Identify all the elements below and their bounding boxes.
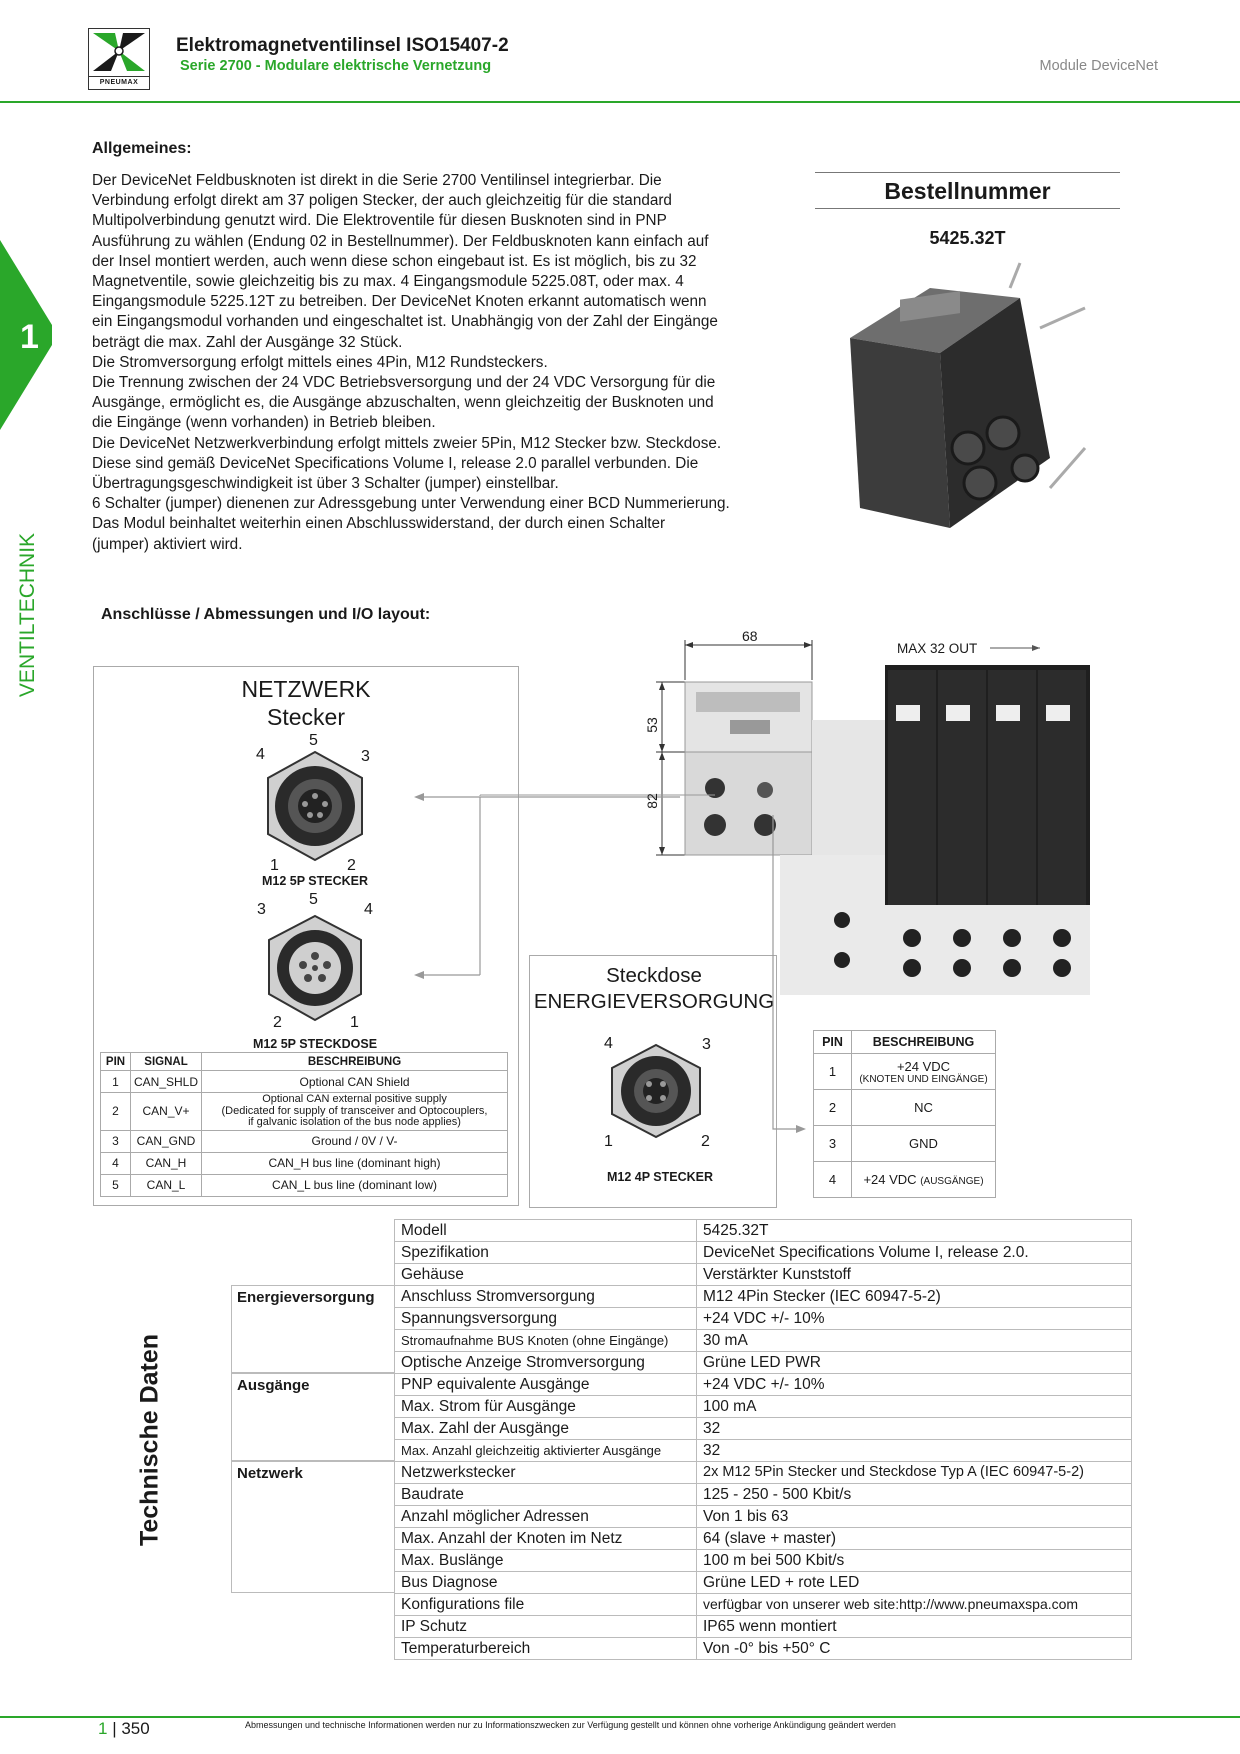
description-cell: GND — [852, 1126, 996, 1162]
value-cell: +24 VDC +/- 10% — [697, 1308, 1132, 1330]
signal-cell: CAN_SHLD — [131, 1071, 202, 1093]
pin-cell: 4 — [814, 1162, 852, 1198]
table-header: SIGNAL — [131, 1053, 202, 1071]
max-outputs-label: MAX 32 OUT — [897, 641, 978, 656]
table-row — [814, 1054, 996, 1090]
header-rule — [0, 101, 1240, 103]
description-line: if galvanic isolation of the bus node applies) — [248, 1116, 461, 1128]
pneumax-logo — [88, 28, 150, 90]
description-cell — [852, 1054, 996, 1090]
property-cell: Spezifikation — [395, 1242, 697, 1264]
plug-pin-2: 2 — [347, 857, 356, 874]
value-cell: 100 m bei 500 Kbit/s — [697, 1550, 1132, 1572]
property-cell: Max. Anzahl der Knoten im Netz — [395, 1528, 697, 1550]
table-row — [395, 1638, 1132, 1660]
pin-cell: 1 — [814, 1054, 852, 1090]
table-row — [395, 1264, 1132, 1286]
pin-cell: 2 — [101, 1093, 131, 1131]
table-header-row — [814, 1031, 996, 1054]
table-row — [395, 1220, 1132, 1242]
energy-pin-1: 1 — [604, 1133, 613, 1150]
property-cell: Konfigurations file — [395, 1594, 697, 1616]
intro-line: Das Modul beinhaltet weiterhin einen Abschlusswiderstand, der durch einen Schalter — [92, 515, 666, 533]
description-note: (KNOTEN UND EINGÄNGE) — [859, 1073, 988, 1085]
dimension-lower: 82 — [643, 793, 660, 809]
description-cell: Ground / 0V / V- — [202, 1130, 508, 1152]
property-cell: Bus Diagnose — [395, 1572, 697, 1594]
table-row — [395, 1572, 1132, 1594]
table-row — [395, 1418, 1132, 1440]
network-title: NETZWERK — [241, 676, 371, 702]
plug-pin-3: 3 — [361, 748, 370, 765]
socket-pin-1: 1 — [350, 1014, 359, 1031]
value-cell: Von -0° bis +50° C — [697, 1638, 1132, 1660]
value-cell: Grüne LED + rote LED — [697, 1572, 1132, 1594]
table-row — [395, 1396, 1132, 1418]
table-row — [395, 1440, 1132, 1462]
intro-line: Der DeviceNet Feldbusknoten ist direkt in die Serie 2700 Ventilinsel integrierbar. Die — [92, 172, 662, 189]
socket-pin-2: 2 — [273, 1014, 282, 1031]
value-cell: DeviceNet Specifications Volume I, release 2.0. — [697, 1242, 1132, 1264]
order-heading: Bestellnummer — [815, 172, 1120, 209]
value-cell: Von 1 bis 63 — [697, 1506, 1132, 1528]
table-row — [395, 1286, 1132, 1308]
pin-cell: 3 — [101, 1130, 131, 1152]
intro-line: die Eingänge (wenn vorhanden) in Betrieb bleiben. — [92, 414, 436, 432]
tech-data-table — [394, 1219, 1132, 1660]
table-row — [395, 1616, 1132, 1638]
intro-line: der Insel montiert werden, auch wenn diese schon eingebaut ist. Es ist möglich, bis zu 32 — [92, 252, 697, 270]
dimension-width: 68 — [742, 628, 758, 644]
pin-cell: 2 — [814, 1090, 852, 1126]
property-cell: Optische Anzeige Stromversorgung — [395, 1352, 697, 1374]
property-cell: Spannungsversorgung — [395, 1308, 697, 1330]
table-row — [395, 1462, 1132, 1484]
connection-arrows — [400, 780, 810, 1140]
page-number — [98, 1719, 150, 1739]
m12-5p-socket-drawing — [255, 912, 375, 1024]
table-row — [395, 1242, 1132, 1264]
description-line: (Dedicated for supply of transceiver and Optocouplers, — [221, 1104, 488, 1117]
document-title: Elektromagnetventilinsel ISO15407-2 — [176, 35, 509, 56]
description-note: (AUSGÄNGE) — [920, 1176, 984, 1187]
socket-label: M12 5P STECKDOSE — [252, 1037, 378, 1051]
plug-label: M12 5P STECKER — [261, 874, 369, 888]
intro-line: beträgt die max. Zahl der Ausgänge 32 Stück. — [92, 333, 403, 351]
intro-heading: Allgemeines: — [92, 140, 192, 157]
intro-line: Diese sind gemäß DeviceNet Specifications Volume I, release 2.0 parallel verbunden. Die — [92, 454, 699, 472]
footer-chapter: 1 — [98, 1719, 108, 1738]
property-cell: Temperaturbereich — [395, 1638, 697, 1660]
energy-pin-2: 2 — [701, 1133, 710, 1150]
value-cell: 100 mA — [697, 1396, 1132, 1418]
energy-subtitle: ENERGIEVERSORGUNG — [533, 990, 775, 1013]
value-cell: 2x M12 5Pin Stecker und Steckdose Typ A (IEC 60947-5-2) — [697, 1462, 1132, 1484]
signal-cell: CAN_H — [131, 1152, 202, 1174]
dimension-upper: 53 — [643, 717, 660, 733]
table-header: PIN — [101, 1053, 131, 1071]
property-cell: Max. Buslänge — [395, 1550, 697, 1572]
footer-rule — [0, 1716, 1240, 1718]
value-cell: Grüne LED PWR — [697, 1352, 1132, 1374]
intro-line: Übertragungsgeschwindigkeit ist über 3 Schalter (jumper) einstellbar. — [92, 475, 559, 493]
energy-pin-3: 3 — [702, 1036, 711, 1053]
table-header: BESCHREIBUNG — [852, 1031, 996, 1054]
table-row — [395, 1550, 1132, 1572]
order-number: 5425.32T — [929, 228, 1006, 248]
intro-line: (jumper) aktiviert wird. — [92, 535, 243, 553]
property-cell: Netzwerkstecker — [395, 1462, 697, 1484]
value-cell: 32 — [697, 1418, 1132, 1440]
energy-pin-4: 4 — [604, 1035, 613, 1052]
value-cell: IP65 wenn montiert — [697, 1616, 1132, 1638]
table-row — [395, 1528, 1132, 1550]
signal-cell: CAN_GND — [131, 1130, 202, 1152]
table-row — [814, 1126, 996, 1162]
value-cell: +24 VDC +/- 10% — [697, 1374, 1132, 1396]
chapter-label: VENTILTECHNIK — [16, 532, 39, 698]
pin-cell: 5 — [101, 1174, 131, 1196]
table-row — [814, 1162, 996, 1198]
value-cell: 32 — [697, 1440, 1132, 1462]
property-cell: Anzahl möglicher Adressen — [395, 1506, 697, 1528]
intro-line: Eingangsmodule 5225.12T zu betreiben. Der DeviceNet Knoten erkannt automatisch wenn — [92, 293, 707, 311]
table-row — [101, 1152, 508, 1174]
table-row — [395, 1506, 1132, 1528]
intro-line: Ausgänge, ermöglicht es, die Ausgänge abzuschalten, wenn gleichzeitig der Busknoten und — [92, 394, 714, 412]
value-cell: 5425.32T — [697, 1220, 1132, 1242]
socket-pin-5: 5 — [309, 891, 318, 908]
table-row — [395, 1330, 1132, 1352]
table-row — [814, 1090, 996, 1126]
property-cell: PNP equivalente Ausgänge — [395, 1374, 697, 1396]
tech-data-title: Technische Daten — [135, 1333, 164, 1547]
value-cell: M12 4Pin Stecker (IEC 60947-5-2) — [697, 1286, 1132, 1308]
footer-separator: | — [112, 1719, 122, 1738]
description-main: +24 VDC — [863, 1172, 917, 1187]
table-row — [395, 1352, 1132, 1374]
table-header: BESCHREIBUNG — [202, 1053, 508, 1071]
description-line: Optional CAN external positive supply — [262, 1093, 447, 1105]
plug-pin-4: 4 — [256, 746, 265, 763]
property-cell: Max. Anzahl gleichzeitig aktivierter Ausgänge — [395, 1440, 697, 1462]
description-cell: Optional CAN Shield — [202, 1071, 508, 1093]
intro-line: 6 Schalter (jumper) dienenen zur Adressgebung unter Verwendung einer BCD Nummerierung. — [92, 495, 730, 513]
energy-plug-label: M12 4P STECKER — [606, 1170, 714, 1184]
property-cell: IP Schutz — [395, 1616, 697, 1638]
group-outputs: Ausgänge — [231, 1373, 394, 1461]
property-cell: Modell — [395, 1220, 697, 1242]
value-cell: Verstärkter Kunststoff — [697, 1264, 1132, 1286]
property-cell: Baudrate — [395, 1484, 697, 1506]
section-name: Module DeviceNet — [1039, 58, 1158, 74]
table-row — [101, 1174, 508, 1196]
document-subtitle: Serie 2700 - Modulare elektrische Vernetzung — [180, 58, 492, 74]
socket-pin-3: 3 — [257, 901, 266, 918]
description-cell — [852, 1162, 996, 1198]
table-row — [395, 1308, 1132, 1330]
footer-disclaimer: Abmessungen und technische Informationen werden nur zu Informationszwecken zur Verfügung gestellt und können ohne vorherige Ankündigung geändert werden — [245, 1720, 896, 1730]
intro-line: Multipolverbindung genutzt wird. Die Elektroventile für diesen Busknoten sind in PNP — [92, 212, 667, 230]
signal-cell: CAN_V+ — [131, 1093, 202, 1131]
value-cell: verfügbar von unserer web site:http://www.pneumaxspa.com — [697, 1594, 1132, 1616]
description-cell: CAN_H bus line (dominant high) — [202, 1152, 508, 1174]
property-cell: Max. Strom für Ausgänge — [395, 1396, 697, 1418]
logo-mark-icon — [89, 29, 149, 75]
description-cell: CAN_L bus line (dominant low) — [202, 1174, 508, 1196]
group-network: Netzwerk — [231, 1461, 394, 1593]
plug-pin-1: 1 — [270, 857, 279, 874]
intro-line: Magnetventile, sowie gleichzeitig bis zu max. 4 Eingangsmodule 5225.08T, oder max. 4 — [92, 273, 684, 291]
network-subtitle: Stecker — [267, 704, 345, 730]
footer-page: 350 — [121, 1719, 150, 1738]
signal-cell: CAN_L — [131, 1174, 202, 1196]
property-cell: Stromaufnahme BUS Knoten (ohne Eingänge) — [395, 1330, 697, 1352]
intro-line: Die DeviceNet Netzwerkverbindung erfolgt mittels zweier 5Pin, M12 Stecker bzw. Steckdose. — [92, 434, 722, 452]
value-cell: 30 mA — [697, 1330, 1132, 1352]
intro-text — [92, 171, 792, 555]
plug-pin-5: 5 — [309, 732, 318, 749]
group-energy: Energieversorgung — [231, 1285, 394, 1373]
socket-pin-4: 4 — [364, 901, 373, 918]
energy-title: Steckdose — [606, 964, 702, 987]
value-cell: 125 - 250 - 500 Kbit/s — [697, 1484, 1132, 1506]
pin-cell: 3 — [814, 1126, 852, 1162]
table-row — [395, 1594, 1132, 1616]
property-cell: Gehäuse — [395, 1264, 697, 1286]
intro-line: Verbindung erfolgt direkt am 37 poligen Stecker, der auch gleichzeitig für die standard — [92, 192, 672, 210]
table-row — [395, 1484, 1132, 1506]
property-cell: Anschluss Stromversorgung — [395, 1286, 697, 1308]
table-header: PIN — [814, 1031, 852, 1054]
product-photo — [840, 258, 1090, 530]
intro-line: ein Eingangsmodul vorhanden und eingeschaltet ist. Unabhängig von der Zahl der Eingänge — [92, 313, 718, 331]
chapter-number: 1 — [20, 318, 39, 356]
value-cell: 64 (slave + master) — [697, 1528, 1132, 1550]
intro-line: Die Trennung zwischen der 24 VDC Betriebsversorgung und der 24 VDC Versorgung für die — [92, 374, 716, 392]
logo-text: PNEUMAX — [89, 76, 149, 89]
property-cell: Max. Zahl der Ausgänge — [395, 1418, 697, 1440]
connections-heading: Anschlüsse / Abmessungen und I/O layout: — [101, 606, 431, 623]
power-pin-table — [813, 1030, 996, 1198]
pin-cell: 1 — [101, 1071, 131, 1093]
table-row — [395, 1374, 1132, 1396]
description-cell: NC — [852, 1090, 996, 1126]
description-main: +24 VDC — [896, 1058, 951, 1074]
pin-cell: 4 — [101, 1152, 131, 1174]
intro-line: Die Stromversorgung erfolgt mittels eines 4Pin, M12 Rundsteckers. — [92, 353, 548, 371]
intro-line: Ausführung zu wählen (Endung 02 in Bestellnummer). Der Feldbusknoten kann einfach auf — [92, 232, 709, 250]
